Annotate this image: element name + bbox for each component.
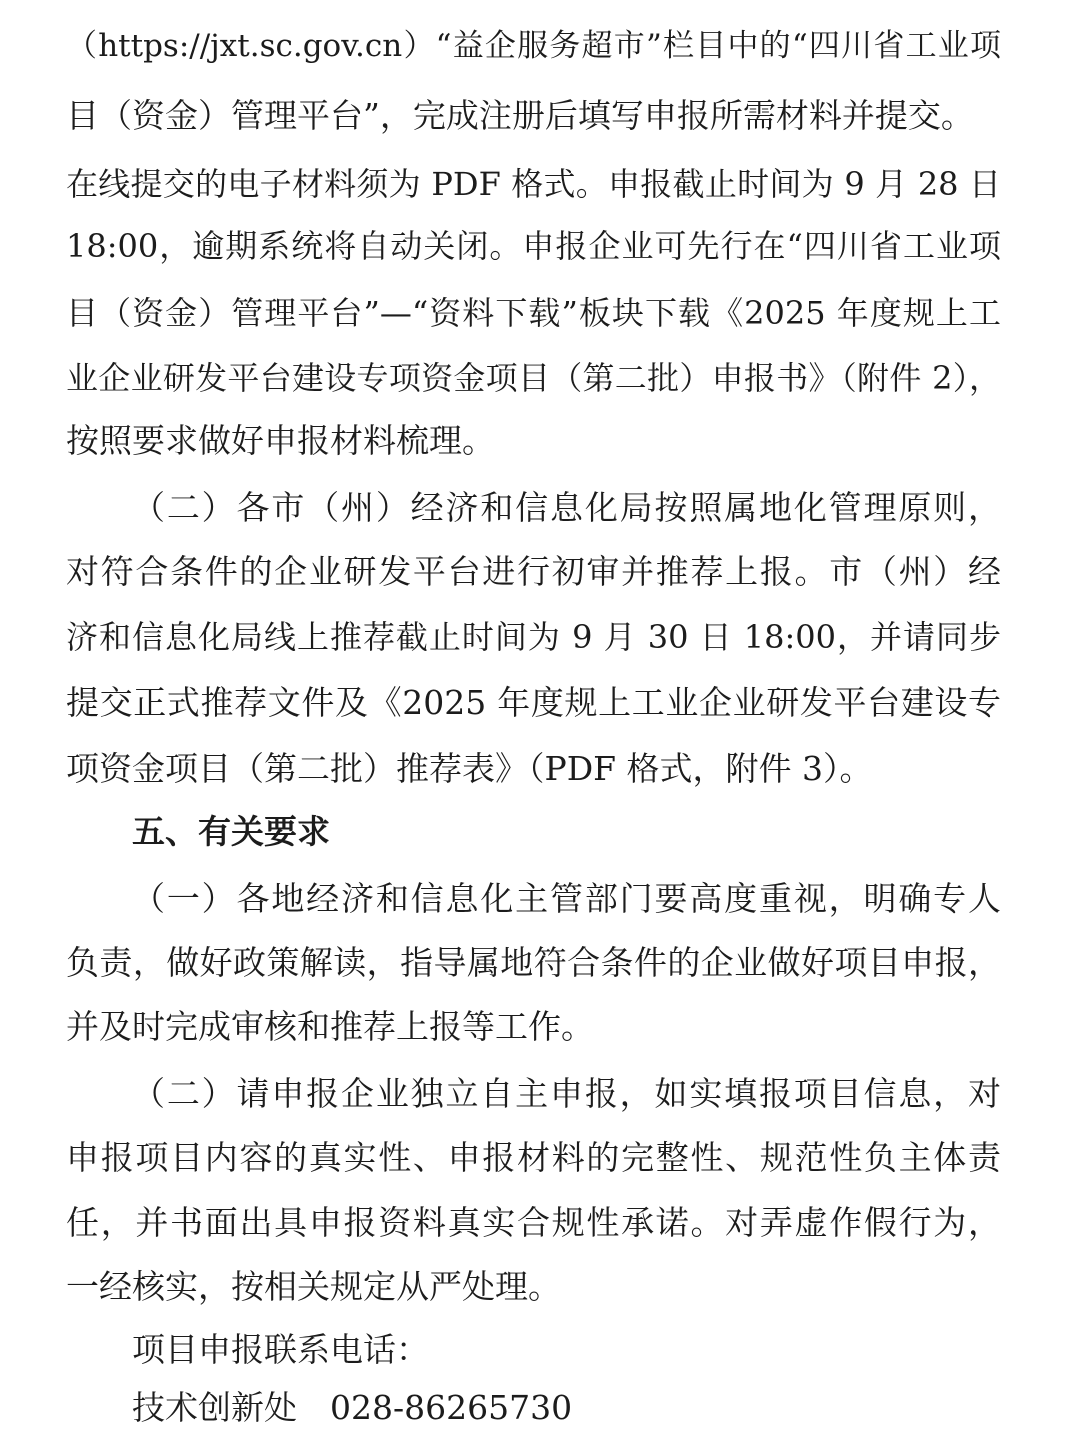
paragraph-line: 项资金项目（第二批）推荐表》（PDF 格式，附件 3）。 <box>66 749 873 788</box>
paragraph-line: 在线提交的电子材料须为 PDF 格式。申报截止时间为 9 月 28 日 <box>66 165 1001 203</box>
contact-phone: 技术创新处 028-86265730 <box>132 1388 573 1427</box>
paragraph-line: 负责，做好政策解读，指导属地符合条件的企业做好项目申报， <box>66 943 1001 982</box>
paragraph-line: 并及时完成审核和推荐上报等工作。 <box>66 1007 594 1046</box>
paragraph-line: 任，并书面出具申报资料真实合规性承诺。对弄虚作假行为， <box>66 1203 1001 1242</box>
paragraph-line: 按照要求做好申报材料梳理。 <box>66 421 495 460</box>
paragraph-line: 目（资金）管理平台”，完成注册后填写申报所需材料并提交。 <box>66 96 974 135</box>
paragraph-line: 对符合条件的企业研发平台进行初审并推荐上报。市（州）经 <box>66 552 1001 591</box>
paragraph-line: （一）各地经济和信息化主管部门要高度重视，明确专人 <box>132 879 1001 918</box>
paragraph-line: 业企业研发平台建设专项资金项目（第二批）申报书》（附件 2）， <box>66 359 1001 397</box>
contact-label: 项目申报联系电话： <box>132 1330 429 1369</box>
paragraph-line: 申报项目内容的真实性、申报材料的完整性、规范性负主体责 <box>66 1138 1001 1177</box>
paragraph-line: 提交正式推荐文件及《2025 年度规上工业企业研发平台建设专 <box>66 683 1001 722</box>
paragraph-line: 一经核实，按相关规定从严处理。 <box>66 1267 561 1306</box>
paragraph-line: （二）各市（州）经济和信息化局按照属地化管理原则， <box>132 488 1001 527</box>
paragraph-line: 18:00，逾期系统将自动关闭。申报企业可先行在“四川省工业项 <box>66 227 1001 265</box>
paragraph-line: 目（资金）管理平台”—“资料下载”板块下载《2025 年度规上工 <box>66 294 1001 332</box>
paragraph-line: 济和信息化局线上推荐截止时间为 9 月 30 日 18:00，并请同步 <box>66 618 1001 656</box>
paragraph-line: （https://jxt.sc.gov.cn）“益企服务超市”栏目中的“四川省工业项 <box>66 28 1001 64</box>
paragraph-line: （二）请申报企业独立自主申报，如实填报项目信息，对 <box>132 1074 1001 1113</box>
section-heading: 五、有关要求 <box>132 812 330 851</box>
